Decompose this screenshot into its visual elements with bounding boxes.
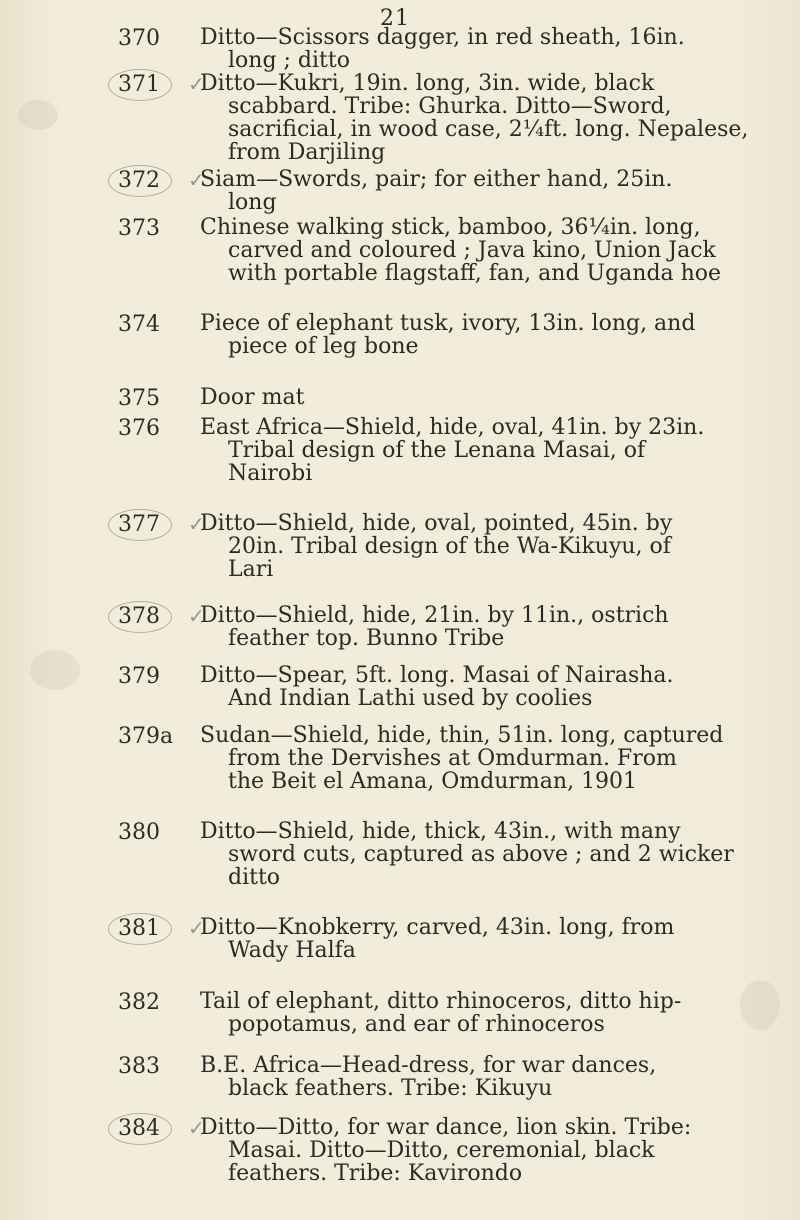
lot-number: 383 (118, 1054, 160, 1079)
description-line: Ditto—Shield, hide, 21in. by 11in., ostrich (200, 603, 669, 628)
lot-description (200, 1116, 710, 1185)
description-line: Door mat (200, 385, 305, 410)
description-line: Ditto—Kukri, 19in. long, 3in. wide, black (200, 71, 655, 96)
description-line: popotamus, and ear of rhinoceros (228, 1012, 605, 1037)
lot-description (200, 819, 734, 890)
lot-number: 371 (118, 72, 198, 97)
lot-description (200, 664, 710, 710)
pencil-tick-mark: ✓ (188, 916, 205, 940)
description-line: Ditto—Knobkerry, carved, 43in. long, from (200, 915, 675, 940)
description-line: Ditto—Shield, hide, oval, pointed, 45in. by (200, 511, 673, 536)
lot-description (200, 386, 710, 409)
lot-description (200, 604, 710, 650)
description-line: from the Dervishes at Omdurman. From (228, 746, 677, 771)
description-line: ditto (228, 865, 281, 890)
description-line: Masai. Ditto—Ditto, ceremonial, black (228, 1138, 655, 1163)
description-line: piece of leg bone (228, 334, 419, 359)
lot-description (200, 26, 710, 72)
description-line: Siam—Swords, pair; for either hand, 25in. (200, 167, 673, 192)
description-line: Tribal design of the Lenana Masai, of (228, 438, 646, 463)
pencil-tick-mark: ✓ (188, 168, 205, 192)
description-line: Chinese walking stick, bamboo, 36¼in. long, (200, 215, 701, 240)
description-line: carved and coloured ; Java kino, Union Jack (228, 238, 716, 263)
pencil-tick-mark: ✓ (188, 1116, 205, 1140)
lot-number: 380 (118, 820, 160, 845)
lot-number: 379 (118, 664, 160, 689)
description-line: And Indian Lathi used by coolies (228, 686, 593, 711)
lot-number: 376 (118, 416, 160, 441)
lot-number: 370 (118, 26, 160, 51)
lot-description (200, 215, 722, 286)
lot-number: 379a (118, 724, 174, 749)
description-line: long (228, 190, 277, 215)
description-line: scabbard. Tribe: Ghurka. Ditto—Sword, (228, 94, 672, 119)
description-line: Piece of elephant tusk, ivory, 13in. long, and (200, 311, 696, 336)
description-line: from Darjiling (228, 140, 386, 165)
description-line: East Africa—Shield, hide, oval, 41in. by 23in. (200, 415, 705, 440)
description-line: B.E. Africa—Head-dress, for war dances, (200, 1053, 657, 1078)
lot-description (200, 723, 724, 794)
lot-number: 382 (118, 990, 160, 1015)
lot-description (200, 312, 710, 358)
description-line: Ditto—Scissors dagger, in red sheath, 16in. (200, 25, 685, 50)
description-line: sacrificial, in wood case, 2¼ft. long. Nepalese, (228, 117, 749, 142)
description-line: sword cuts, captured as above ; and 2 wicker (228, 842, 734, 867)
lot-description (200, 512, 710, 581)
description-line: Ditto—Ditto, for war dance, lion skin. Tribe: (200, 1115, 692, 1140)
lot-description (200, 990, 710, 1036)
description-line: Tail of elephant, ditto rhinoceros, ditto hip- (200, 989, 682, 1014)
description-line: long ; ditto (228, 48, 350, 73)
lot-number: 378 (118, 604, 198, 629)
lot-description (200, 168, 710, 214)
lot-number: 375 (118, 386, 160, 411)
description-line: 20in. Tribal design of the Wa-Kikuyu, of (228, 534, 671, 559)
lot-description (200, 416, 710, 485)
description-line: Ditto—Shield, hide, thick, 43in., with many (200, 819, 681, 844)
description-line: Lari (228, 557, 274, 582)
description-line: feather top. Bunno Tribe (228, 626, 505, 651)
pencil-tick-mark: ✓ (188, 512, 205, 536)
page-number: 21 (380, 6, 410, 31)
description-line: with portable flagstaff, fan, and Uganda hoe (228, 261, 722, 286)
description-line: Nairobi (228, 461, 313, 486)
pencil-tick-mark: ✓ (188, 72, 205, 96)
lot-description (200, 71, 749, 165)
description-line: Ditto—Spear, 5ft. long. Masai of Nairasha. (200, 663, 674, 688)
lot-number: 374 (118, 312, 160, 337)
lot-number: 377 (118, 512, 198, 537)
lot-number: 381 (118, 916, 198, 941)
lot-number: 372 (118, 168, 198, 193)
lot-number: 373 (118, 216, 160, 241)
lot-description (200, 1054, 710, 1100)
description-line: the Beit el Amana, Omdurman, 1901 (228, 769, 638, 794)
description-line: feathers. Tribe: Kavirondo (228, 1161, 523, 1186)
description-line: Wady Halfa (228, 938, 356, 963)
description-line: black feathers. Tribe: Kikuyu (228, 1076, 553, 1101)
pencil-tick-mark: ✓ (188, 604, 205, 628)
description-line: Sudan—Shield, hide, thin, 51in. long, captured (200, 723, 724, 748)
lot-description (200, 916, 710, 962)
lot-number: 384 (118, 1116, 198, 1141)
